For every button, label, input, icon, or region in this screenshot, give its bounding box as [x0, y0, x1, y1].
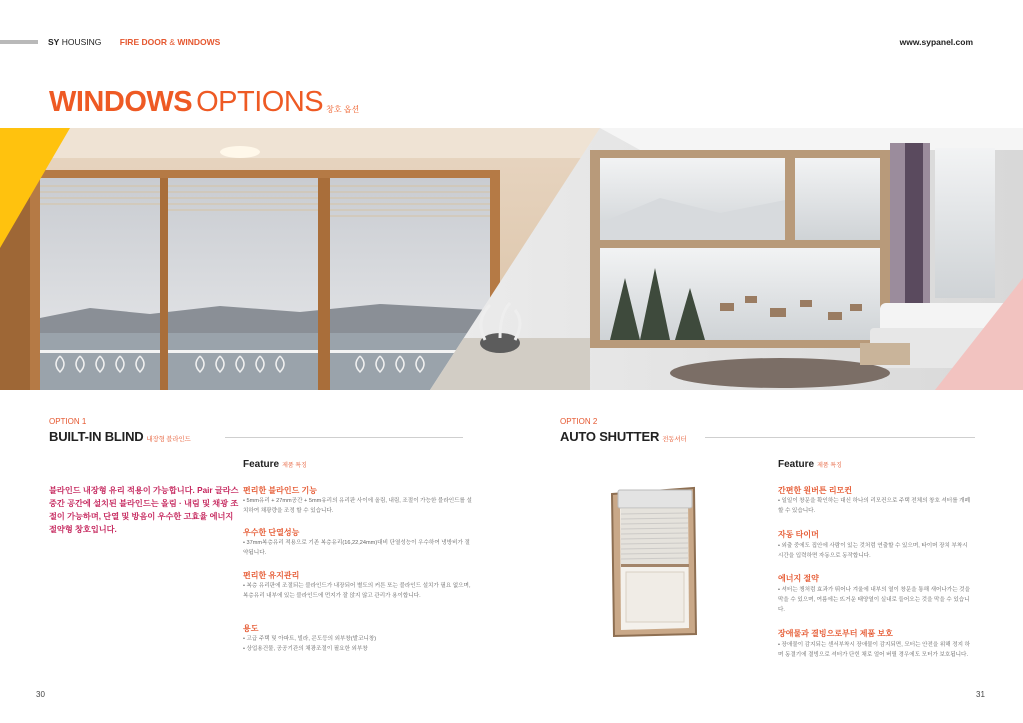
option1-section-heading: 우수한 단열성능 [243, 528, 300, 537]
option2-title: AUTO SHUTTER 전동셔터 [560, 429, 687, 444]
option1-section-heading: 편리한 블라인드 기능 [243, 486, 317, 495]
option1-section-body: • 복층 유리판에 조절되는 블라인드가 내장되어 별도의 커튼 또는 블라인드 설치가 필요 없으며, 복층유리 내부에 있는 블라인드에 먼지가 잘 앉지 않고 관리가 용이합니다. [243, 583, 471, 599]
option2-section-body: • 셔터는 챙처럼 효과가 뛰어나 겨울에 내부의 열이 창문을 통해 새어나가는 것을 막을 수 있으며, 여름에는 뜨거운 태양열이 실내로 들어오는 것을 막을 수 있습니다. [778, 587, 970, 613]
title-light: OPTIONS [196, 86, 324, 118]
auto-shutter-product-image [606, 484, 702, 640]
option1-title: BUILT-IN BLIND 내장형 블라인드 [49, 429, 191, 444]
option2-section-heading: 에너지 절약 [778, 574, 819, 583]
option1-section-heading: 용도 [243, 624, 259, 633]
page-title [49, 84, 359, 128]
option1-rule [225, 437, 463, 438]
page-number-left: 30 [36, 690, 45, 699]
section-link[interactable]: FIRE DOOR & WINDOWS [119, 37, 221, 47]
header-bar [0, 40, 38, 44]
option2-label: OPTION 2 [560, 417, 598, 426]
option1-label: OPTION 1 [49, 417, 87, 426]
option1-section-body: • 5mm유리 + 27mm공간 + 5mm유리의 유리판 사이에 올림, 내림, 조절이 가능한 블라인드를 설치하여 채광량을 조정 할 수 있습니다. [243, 498, 472, 514]
option1-subtitle: 내장형 블라인드 [146, 436, 191, 443]
title-korean: 창호 옵션 [326, 105, 360, 114]
option2-subtitle: 전동셔터 [662, 436, 687, 443]
option2-section-heading: 장애물과 결빙으로부터 제품 보호 [778, 629, 893, 638]
option1-intro: 블라인드 내장형 유리 적용이 가능합니다. Pair 글라스 중간 공간에 설치된 블라인드는 올림 · 내림 및 채광 조절이 가능하며, 단열 및 방음이 우수한 고효율 에너지 절약형 창호입니다. [49, 486, 239, 534]
brand-bold: SY [48, 37, 60, 47]
option2-rule [705, 437, 975, 438]
option2-feature-heading: Feature 제품 특징 [778, 459, 842, 470]
option2-section-body: • 일일이 창문을 확인하는 대신 하나의 리모컨으로 주택 전체의 창호 셔터를 개폐할 수 있습니다. [778, 498, 970, 514]
option1-section-body: • 37mm복층유리 적용으로 기존 복층유리(16,22,24mm)대비 단열성능이 우수하여 냉방비가 절약됩니다. [243, 540, 470, 556]
option2-section-body: • 외출 중에도 집안에 사람이 있는 것처럼 연출할 수 있으며, 타이머 장치 부착시 시간을 입력하면 자동으로 동작합니다. [778, 543, 968, 559]
option2-section-body: • 장애물이 감지되는 센서부착시 장애물이 감지되면, 모터는 안전을 위해 정지 하며 동결기에 결빙으로 셔터가 단힌 채로 얼어 버릴 경우에도 모터가 보호됩니다. [778, 642, 970, 658]
option2-section-heading: 간편한 원버튼 리모컨 [778, 486, 852, 495]
option1-feature-heading: Feature 제품 특징 [243, 459, 307, 470]
title-bold: WINDOWS [49, 86, 193, 118]
brand-breadcrumb [48, 37, 220, 47]
window-photos [0, 128, 1023, 390]
option1-section-heading: 편리한 유지관리 [243, 571, 300, 580]
brand-rest: HOUSING [59, 37, 102, 47]
option1-section-body: • 고급 주택 및 아파트, 빌라, 콘도등의 외부창(발코니창) • 상업용건물, 공공기관의 채광조절이 필요한 외부창 [243, 636, 377, 652]
option2-section-heading: 자동 타이머 [778, 530, 819, 539]
page-number-right: 31 [976, 690, 985, 699]
site-url[interactable]: www.sypanel.com [899, 37, 973, 47]
